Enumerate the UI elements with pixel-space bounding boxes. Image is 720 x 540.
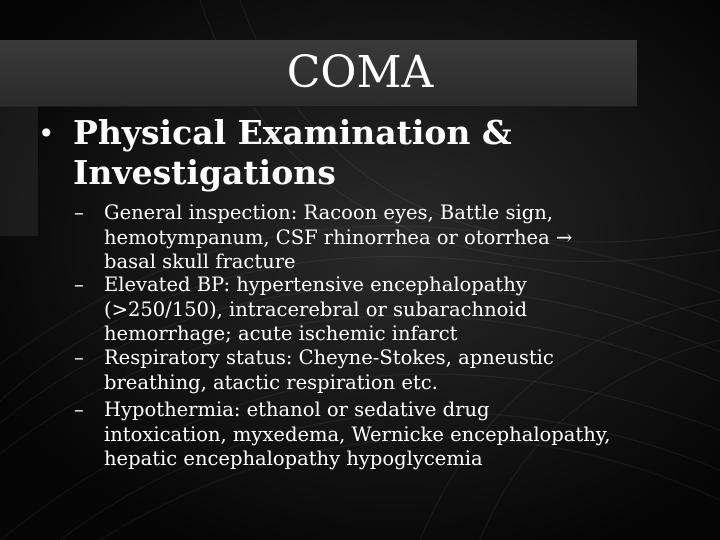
sub-bullet-text: Respiratory status: Cheyne-Stokes, apneustic breathing, atactic respiration etc. bbox=[104, 346, 554, 394]
sub-bullet-general-inspection bbox=[74, 201, 694, 275]
dash-marker: – bbox=[74, 398, 84, 421]
dash-marker: – bbox=[74, 346, 84, 369]
sub-bullet-respiratory-status bbox=[74, 346, 694, 395]
left-accent-panel bbox=[0, 106, 38, 236]
sub-bullet-text: General inspection: Racoon eyes, Battle sign, hemotympanum, CSF rhinorrhea or otorrhea → basal skull fracture bbox=[104, 201, 573, 273]
sub-bullet-text: Elevated BP: hypertensive encephalopathy (>250/150), intracerebral or subarachnoid hemorrhage; acute ischemic infarct bbox=[104, 273, 528, 345]
sub-bullet-text: Hypothermia: ethanol or sedative drug intoxication, myxedema, Wernicke encephalopathy, hepatic encephalopathy hypoglycemia bbox=[104, 398, 611, 470]
sub-bullet-hypothermia bbox=[74, 398, 694, 472]
dash-marker: – bbox=[74, 273, 84, 296]
bullet-heading: Physical Examination & Investigations bbox=[73, 113, 512, 192]
dash-marker: – bbox=[74, 201, 84, 224]
slide-title-text: COMA bbox=[286, 47, 434, 98]
slide-title bbox=[0, 40, 720, 106]
sub-bullet-elevated-bp bbox=[74, 273, 694, 347]
bullet-marker: • bbox=[38, 117, 55, 150]
